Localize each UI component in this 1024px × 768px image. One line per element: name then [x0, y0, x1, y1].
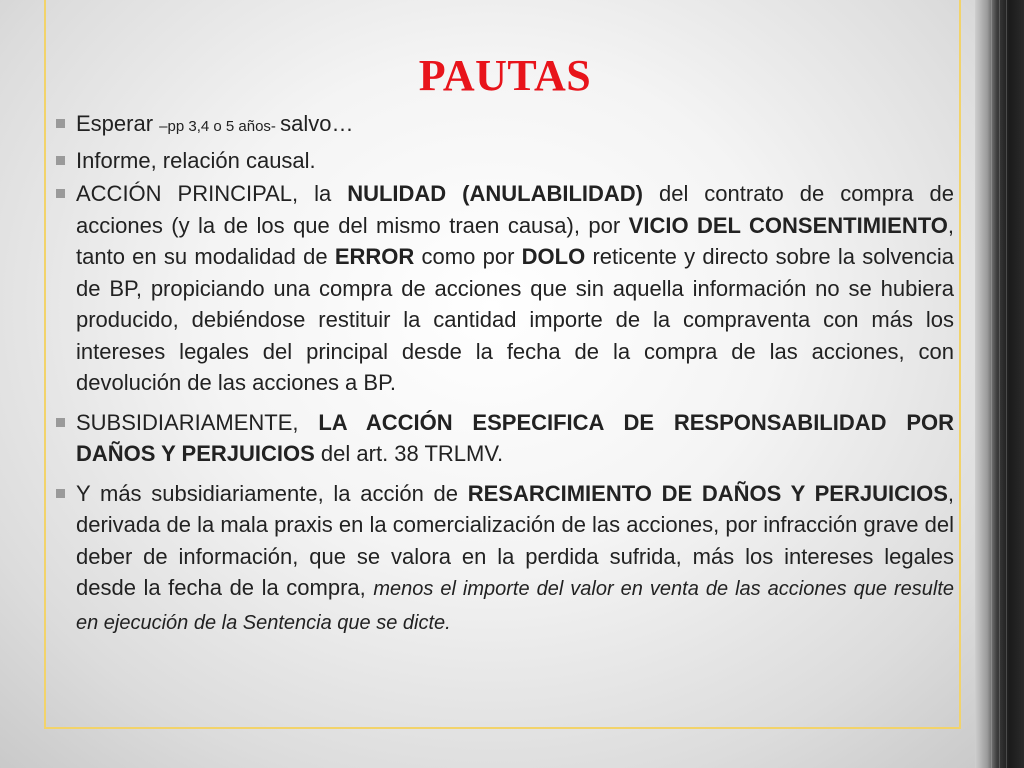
- bullet-item-resarcimiento: [54, 478, 954, 640]
- bullet-text: salvo…: [280, 111, 354, 136]
- bullet-text: reticente y directo sobre la solvencia de BP, propiciando una compra de acciones que sin aquella información no se hubiera producido, debiéndose restituir la cantidad importe de la compraventa con más los intereses legales del principal desde la fecha de la compra de las acciones, con devolución de las acciones a BP.: [76, 244, 954, 395]
- bullet-text-bold: LA ACCIÓN ESPECIFICA DE RESPONSABILIDAD POR DAÑOS Y PERJUICIOS: [76, 409, 955, 466]
- bullet-text: Esperar: [76, 111, 160, 136]
- bullet-text-italic: menos el importe del valor en venta de las acciones que resulte en ejecución de la Sentencia que se dicte.: [76, 578, 955, 634]
- bullet-text: , tanto en su modalidad de: [76, 212, 954, 269]
- square-bullet-icon: [56, 119, 65, 128]
- bullet-text: Y más subsidiariamente, la acción de: [76, 480, 468, 506]
- right-edge-decoration: [975, 0, 1024, 768]
- square-bullet-icon: [56, 156, 65, 165]
- square-bullet-icon: [56, 418, 65, 427]
- bullet-text: Informe, relación causal.: [76, 147, 316, 173]
- edge-streak: [1006, 0, 1007, 768]
- bullet-text-bold: DOLO: [521, 244, 586, 269]
- bullet-item-esperar: [54, 108, 954, 143]
- bullet-text-bold: VICIO DEL CONSENTIMIENTO: [628, 212, 948, 238]
- bullet-list: [54, 108, 954, 647]
- bullet-text-bold: ERROR: [334, 244, 415, 269]
- bullet-text: , derivada de la mala praxis en la comercialización de las acciones, por infracción grave del deber de información, que se valora en la perdida sufrida, más los intereses legales desde la fecha de la compra,: [76, 480, 955, 600]
- bullet-item-subsidiariamente: [54, 407, 954, 470]
- bullet-text-bold: RESARCIMIENTO DE DAÑOS Y PERJUICIOS: [467, 480, 948, 506]
- slide-title: PAUTAS: [418, 51, 592, 100]
- bullet-item-informe: [54, 145, 954, 177]
- bullet-text: ACCIÓN PRINCIPAL, la: [76, 181, 348, 206]
- bullet-text: del art. 38 TRLMV.: [314, 441, 504, 466]
- square-bullet-icon: [56, 489, 65, 498]
- bullet-item-accion-principal: [54, 178, 954, 399]
- bullet-text-small: –pp 3,4 o 5 años-: [159, 118, 281, 135]
- bullet-text-bold: NULIDAD (ANULABILIDAD): [347, 181, 644, 206]
- bullet-text: del contrato de compra de acciones (y la de los que del mismo traen causa), por: [76, 181, 954, 238]
- bullet-text: SUBSIDIARIAMENTE,: [76, 409, 319, 435]
- square-bullet-icon: [56, 189, 65, 198]
- edge-streak: [999, 0, 1000, 768]
- edge-streak: [991, 0, 992, 768]
- bullet-text: como por: [414, 244, 522, 269]
